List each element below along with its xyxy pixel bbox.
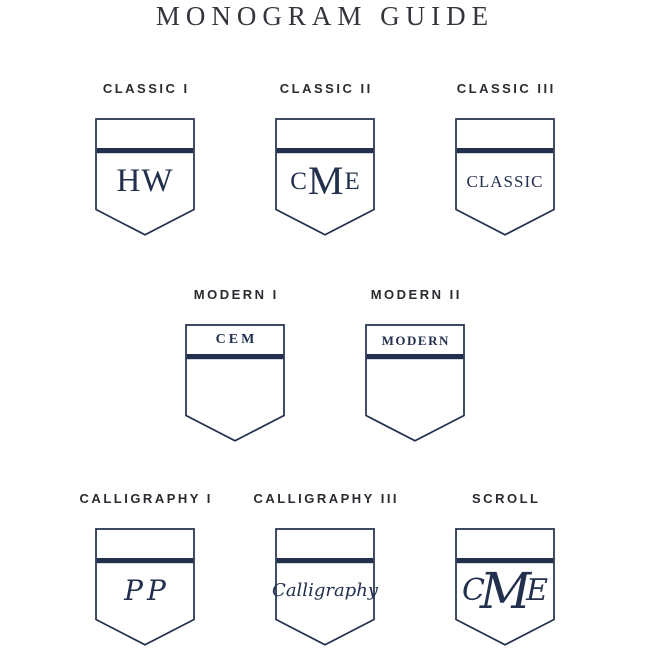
style-label-calligraphy-1: CALLIGRAPHY I	[79, 491, 213, 506]
style-label-modern-1: MODERN I	[193, 287, 279, 302]
page-title: MONOGRAM GUIDE	[155, 1, 495, 31]
row-classic	[0, 81, 650, 236]
initial-center: M	[307, 158, 344, 203]
initial-right: E	[344, 167, 360, 195]
style-label-classic-1: CLASSIC I	[102, 81, 190, 96]
style-label-modern-2: MODERN II	[370, 287, 462, 302]
monogram-banner-modern-2	[365, 324, 465, 442]
style-cell-calligraphy-3	[250, 491, 400, 646]
monogram-sample-calligraphy-1: PP	[124, 574, 170, 607]
monogram-banner-classic-1	[95, 118, 195, 236]
style-cell-calligraphy-1	[70, 491, 220, 646]
style-cell-classic-1	[70, 81, 220, 236]
style-cell-modern-1	[160, 287, 310, 442]
initial-center: M	[479, 562, 532, 620]
row-calligraphy	[0, 491, 650, 646]
monogram-banner-classic-2	[275, 118, 375, 236]
style-label-classic-2: CLASSIC II	[279, 81, 373, 96]
monogram-banner-scroll	[455, 528, 555, 646]
row-modern	[0, 287, 650, 442]
initial-right: E	[526, 573, 549, 608]
style-cell-modern-2	[340, 287, 490, 442]
style-label-classic-3: CLASSIC III	[456, 81, 556, 96]
monogram-banner-classic-3	[455, 118, 555, 236]
style-cell-scroll	[430, 491, 580, 646]
monogram-banner-calligraphy-3	[272, 528, 378, 646]
monogram-sample-modern-2: MODERN	[381, 332, 450, 348]
monogram-sample-classic-1: HW	[116, 162, 174, 199]
style-label-scroll: SCROLL	[472, 491, 541, 506]
monogram-banner-calligraphy-1	[95, 528, 195, 646]
style-label-calligraphy-3: CALLIGRAPHY III	[253, 491, 400, 506]
initial-left: C	[290, 167, 307, 195]
monogram-sample-classic-2	[277, 153, 373, 209]
monogram-sample-modern-1: CEM	[215, 332, 258, 347]
monogram-sample-classic-3: CLASSIC	[466, 171, 544, 191]
style-cell-classic-3	[430, 81, 580, 236]
monogram-sample-calligraphy-3: Calligraphy	[272, 580, 378, 601]
initial-left: C	[461, 573, 485, 608]
style-cell-classic-2	[250, 81, 400, 236]
monogram-sample-scroll	[457, 563, 553, 619]
monogram-banner-modern-1	[185, 324, 285, 442]
